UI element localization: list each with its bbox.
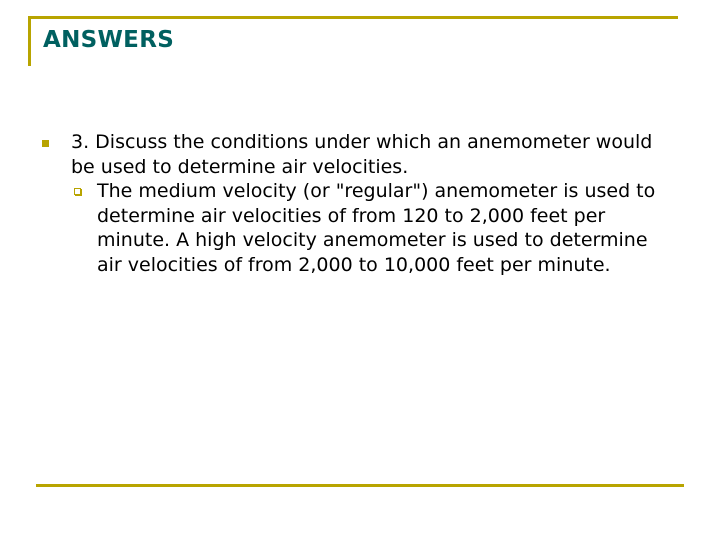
hollow-square-bullet-icon bbox=[74, 188, 81, 195]
frame-bottom-rule bbox=[36, 484, 684, 487]
frame-top-rule bbox=[28, 16, 678, 19]
bullet-list bbox=[30, 130, 680, 277]
sub-list-item bbox=[71, 179, 677, 277]
question-text: 3. Discuss the conditions under which an anemometer would be used to determine air velocities. bbox=[71, 131, 653, 178]
filled-square-bullet-icon bbox=[42, 140, 49, 147]
list-item bbox=[30, 130, 671, 277]
slide-title: ANSWERS bbox=[43, 27, 175, 53]
frame-left-rule bbox=[28, 16, 31, 66]
answer-text: The medium velocity (or "regular") anemometer is used to determine air velocities of from 120 to 2,000 feet per minute. A high velocity anemometer is used to determine air velocities of from 2,000 to 10,000 feet per minute. bbox=[97, 180, 656, 276]
